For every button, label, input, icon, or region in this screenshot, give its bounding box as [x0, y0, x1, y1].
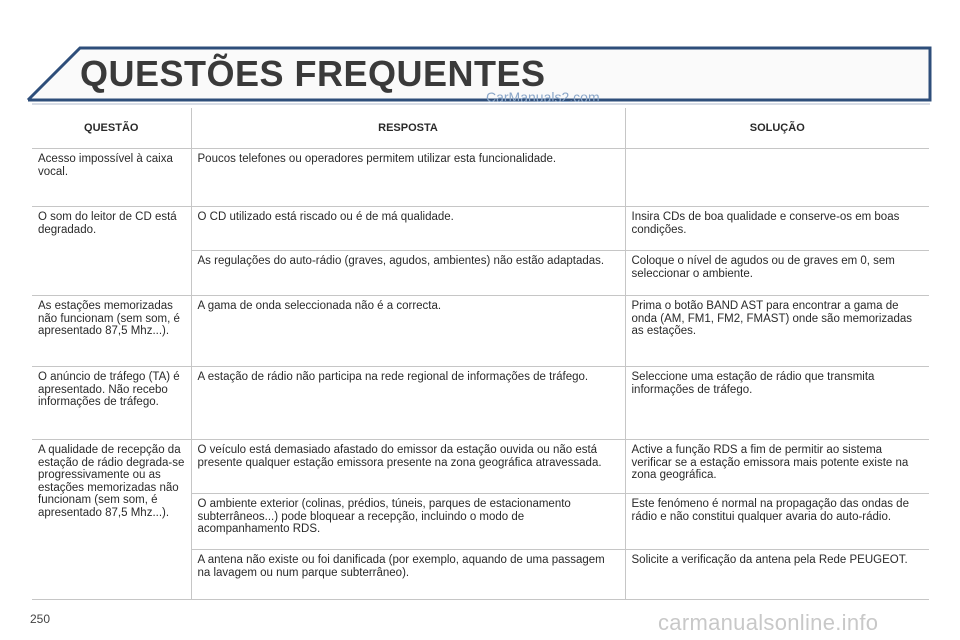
table-row — [32, 296, 929, 367]
solution-cell: Coloque o nível de agudos ou de graves em 0, sem seleccionar o ambiente. — [625, 251, 929, 296]
solution-cell: Seleccione uma estação de rádio que transmita informações de tráfego. — [625, 367, 929, 440]
answer-cell: O veículo está demasiado afastado do emissor da estação ouvida ou não está presente qualquer estação emissora presente na zona geográfica atravessada. — [191, 440, 625, 494]
solution-cell: Active a função RDS a fim de permitir ao sistema verificar se a estação emissora mais potente existe na zona geográfica. — [625, 440, 929, 494]
table-header-row — [32, 108, 929, 149]
watermark-bottom: carmanualsonline.info — [658, 610, 879, 635]
answer-cell: As regulações do auto-rádio (graves, agudos, ambientes) não estão adaptadas. — [191, 251, 625, 296]
solution-cell: Solicite a verificação da antena pela Rede PEUGEOT. — [625, 550, 929, 600]
solution-cell: Este fenómeno é normal na propagação das ondas de rádio e não constitui qualquer avaria do auto-rádio. — [625, 494, 929, 550]
question-cell: As estações memorizadas não funcionam (sem som, é apresentado 87,5 Mhz...). — [32, 296, 191, 367]
table-row — [32, 207, 929, 251]
solution-cell: Prima o botão BAND AST para encontrar a gama de onda (AM, FM1, FM2, FMAST) onde são memorizadas as estações. — [625, 296, 929, 367]
watermark-top[interactable]: CarManuals2.com — [486, 89, 600, 105]
table-row — [32, 149, 929, 207]
faq-table — [32, 108, 929, 600]
page-title: QUESTÕES FREQUENTES — [80, 53, 546, 94]
table-row — [32, 440, 929, 494]
answer-cell: A gama de onda seleccionada não é a correcta. — [191, 296, 625, 367]
question-cell: A qualidade de recepção da estação de rádio degrada-se progressivamente ou as estações memorizadas não funcionam (sem som, é apresentado 87,5 Mhz...). — [32, 440, 191, 600]
table-row — [32, 367, 929, 440]
answer-cell: A estação de rádio não participa na rede regional de informações de tráfego. — [191, 367, 625, 440]
answer-cell: O CD utilizado está riscado ou é de má qualidade. — [191, 207, 625, 251]
answer-cell: A antena não existe ou foi danificada (por exemplo, aquando de uma passagem na lavagem ou num parque subterrâneo). — [191, 550, 625, 600]
question-cell: O som do leitor de CD está degradado. — [32, 207, 191, 296]
answer-cell: O ambiente exterior (colinas, prédios, túneis, parques de estacionamento subterrâneos...) pode bloquear a recepção, incluindo o modo de acompanhamento RDS. — [191, 494, 625, 550]
column-header-question: QUESTÃO — [32, 108, 191, 149]
question-cell: O anúncio de tráfego (TA) é apresentado. Não recebo informações de tráfego. — [32, 367, 191, 440]
column-header-answer: RESPOSTA — [191, 108, 625, 149]
question-cell: Acesso impossível à caixa vocal. — [32, 149, 191, 207]
solution-cell — [625, 149, 929, 207]
answer-cell: Poucos telefones ou operadores permitem utilizar esta funcionalidade. — [191, 149, 625, 207]
solution-cell: Insira CDs de boa qualidade e conserve-os em boas condições. — [625, 207, 929, 251]
column-header-solution: SOLUÇÃO — [625, 108, 929, 149]
page-number: 250 — [30, 612, 51, 626]
